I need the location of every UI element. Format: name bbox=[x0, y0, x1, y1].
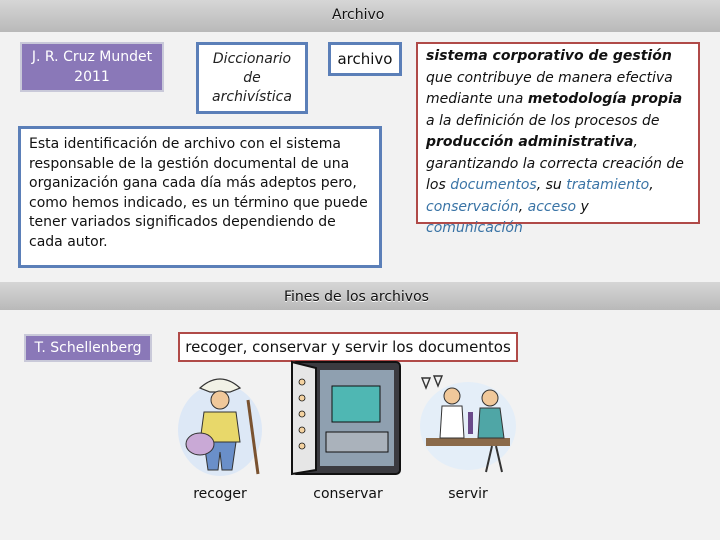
safe-clipart bbox=[286, 358, 406, 480]
farmer-hat bbox=[200, 379, 240, 392]
purposes-text: recoger, conservar y servir los documentos bbox=[185, 338, 511, 356]
definition-part: comunicación bbox=[426, 220, 523, 236]
definition-part: que contribuye de manera efectiva mediante una bbox=[426, 69, 673, 107]
definition-part: metodología propia bbox=[527, 91, 683, 107]
farmer-head bbox=[211, 391, 229, 409]
dictionary-box bbox=[196, 42, 308, 114]
definition-part: , bbox=[518, 198, 528, 215]
definition-part: a la definición de los procesos de bbox=[426, 112, 660, 129]
safe-bolt bbox=[299, 379, 305, 385]
section-title: Fines de los archivos bbox=[284, 289, 429, 305]
definition-part: , bbox=[649, 177, 654, 193]
waiter-head bbox=[444, 388, 460, 404]
author2-box bbox=[24, 334, 152, 362]
definition-part: y bbox=[576, 198, 589, 215]
author-label: J. R. Cruz Mundet 2011 bbox=[31, 49, 153, 85]
definition-part: conservación bbox=[426, 198, 519, 215]
definition-text bbox=[426, 48, 684, 236]
definition-part: , garantizando la correcta creación de los bbox=[426, 134, 684, 193]
waiter-body bbox=[440, 406, 464, 438]
author-box bbox=[20, 42, 164, 92]
description-text: Esta identificación de archivo con el sistema responsable de la gestión documental de una organización gana cada día más adeptos pero, como hemos indicado, es un término que puede tener variados significados dependiendo de cada autor. bbox=[29, 136, 368, 250]
bar-counter bbox=[426, 438, 510, 446]
definition-part: producción administrativa bbox=[426, 134, 634, 150]
definition-part: acceso bbox=[527, 198, 577, 215]
term-label: archivo bbox=[337, 50, 393, 68]
safe-bolt bbox=[299, 443, 305, 449]
customer-head bbox=[482, 390, 498, 406]
description-box bbox=[18, 126, 382, 268]
definition-box bbox=[416, 42, 700, 236]
safe-bolt bbox=[299, 411, 305, 417]
safe-bolt bbox=[299, 427, 305, 433]
dictionary-label: Diccionario de archivística bbox=[212, 51, 292, 105]
page-title: Archivo bbox=[332, 7, 385, 23]
caption-serve: servir bbox=[448, 486, 488, 502]
bottle-icon bbox=[468, 412, 473, 434]
waiter-clipart bbox=[412, 368, 522, 478]
caption-preserve: conservar bbox=[313, 486, 383, 502]
caption-collect: recoger bbox=[193, 486, 247, 502]
glass-icon bbox=[434, 376, 442, 386]
safe-screen bbox=[332, 386, 380, 422]
safe-bolt bbox=[299, 395, 305, 401]
author2-label: T. Schellenberg bbox=[34, 340, 142, 356]
definition-part: tratamiento bbox=[566, 177, 650, 193]
definition-part: , su bbox=[536, 177, 567, 193]
farmer-clipart bbox=[170, 370, 270, 480]
definition-part: documentos bbox=[450, 177, 537, 193]
term-box bbox=[328, 42, 402, 76]
glass-icon bbox=[422, 378, 430, 388]
customer-body bbox=[478, 408, 504, 438]
definition-part: sistema corporativo de gestión bbox=[426, 48, 672, 64]
safe-door bbox=[292, 362, 316, 474]
farmer-sack bbox=[186, 433, 214, 455]
safe-tray bbox=[326, 432, 388, 452]
